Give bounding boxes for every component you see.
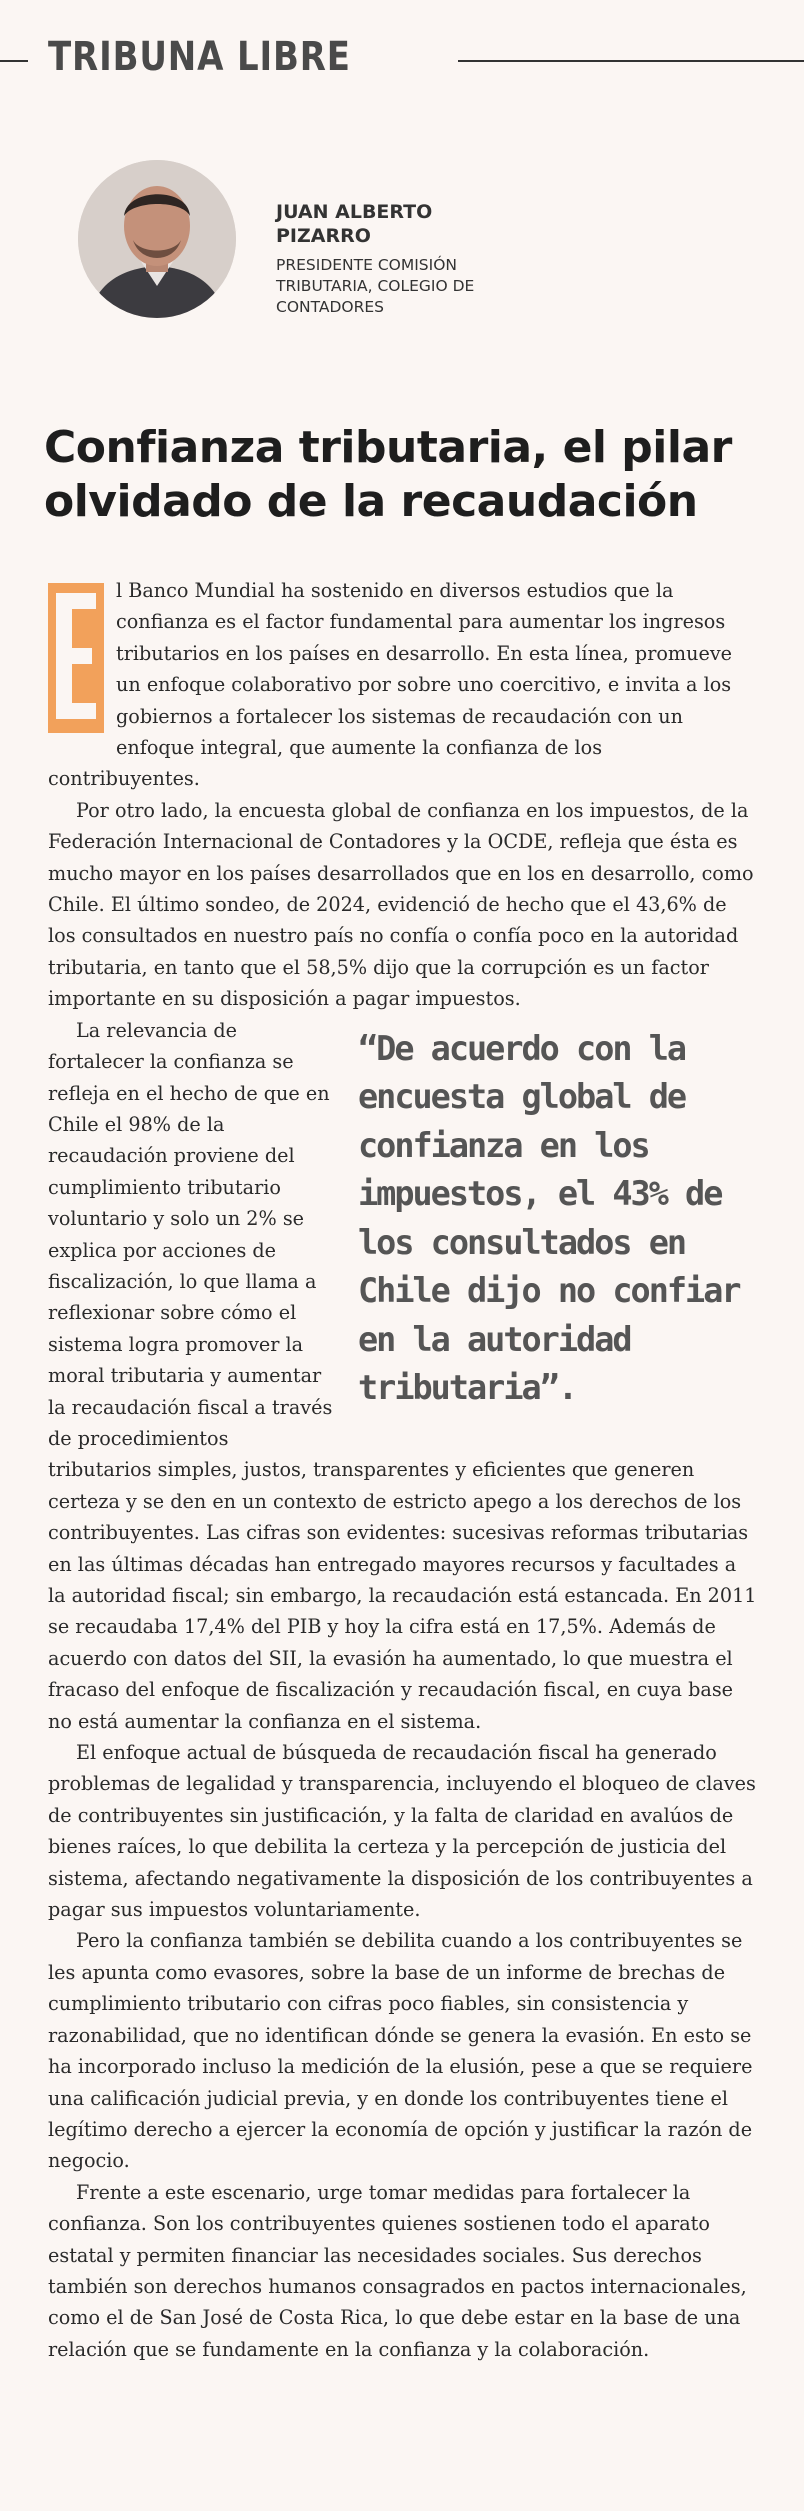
pullquote <box>358 1025 758 1413</box>
section-title: TRIBUNA LIBRE <box>48 34 351 80</box>
paragraph-1: l Banco Mundial ha sostenido en diversos estudios que la confianza es el factor fundamental para aumentar los ingresos tributarios en los países en desarrollo. En esta línea, promueve un enfoque colaborativo por sobre uno coercitivo, e invita a los gobiernos a fortalecer los sistemas de recaudación con un enfoque integral, que aumente la confianza de los contribuyentes. <box>48 579 733 791</box>
article-body <box>48 575 758 2365</box>
headline: Confianza tributaria, el pilar olvidado de la recaudación <box>44 422 732 528</box>
author-role: PRESIDENTE COMISIÓN TRIBUTARIA, COLEGIO DE CONTADORES <box>276 256 475 316</box>
paragraph-3-text: La relevancia de fortalecer la confianza se refleja en el hecho de que en Chile el 98% de la recaudación proviene del cumplimiento tributario voluntario y solo un 2% se explica por acciones de fiscalización, lo que llama a reflexionar sobre cómo el sistema logra promover la moral tributaria y aumentar la recaudación fiscal a través de procedimientos tributarios simples, justos, transparentes y eficientes que generen certeza y se den en un contexto de estricto apego a los derechos de los contribuyentes. Las cifras son evidentes: sucesivas reformas tributarias en las últimas décadas han entregado mayores recursos y facultades a la autoridad fiscal; sin embargo, la recaudación está estancada. En 2011 se recaudaba 17,4% del PIB y hoy la cifra está en 17,5%. Además de acuerdo con datos del SII, la evasión ha aumentado, lo que muestra el fracaso del enfoque de fiscalización y recaudación fiscal, en cuya base no está aumentar la confianza en el sistema. <box>48 1018 757 1733</box>
paragraph-3 <box>48 1015 758 1737</box>
dropcap-letter <box>56 593 96 719</box>
section-rule-left <box>0 60 28 62</box>
paragraph-4: El enfoque actual de búsqueda de recaudación fiscal ha generado problemas de legalidad y transparencia, incluyendo el bloqueo de claves de contribuyentes sin justificación, y la falta de claridad en avalúos de bienes raíces, lo que debilita la certeza y la percepción de justicia del sistema, afectando negativamente la disposición de los contribuyentes a pagar sus impuestos voluntariamente. <box>48 1741 756 1922</box>
paragraph-6: Frente a este escenario, urge tomar medidas para fortalecer la confianza. Son los contribuyentes quienes sostienen todo el aparato estatal y permiten financiar las necesidades sociales. Sus derechos también son derechos humanos consagrados en pactos internacionales, como el de San José de Costa Rica, lo que debe estar en la base de una relación que se fundamente en la confianza y la colaboración. <box>48 2180 747 2361</box>
paragraph-2: Por otro lado, la encuesta global de confianza en los impuestos, de la Federación Internacional de Contadores y la OCDE, refleja que ésta es mucho mayor en los países desarrollados que en los en desarrollo, como Chile. El último sondeo, de 2024, evidenció de hecho que el 43,6% de los consultados en nuestro país no confía o confía poco en la autoridad tributaria, en tanto que el 58,5% dijo que la corrupción es un factor importante en su disposición a pagar impuestos. <box>48 798 754 1011</box>
pullquote-text: “De acuerdo con la encuesta global de confianza en los impuestos, el 43% de los consultados en Chile dijo no confiar en la autoridad tributaria”. <box>358 1028 740 1408</box>
paragraph-5: Pero la confianza también se debilita cuando a los contribuyentes se les apunta como evasores, sobre la base de un informe de brechas de cumplimiento tributario con cifras poco fiables, sin consistencia y razonabilidad, que no identifican dónde se genera la evasión. En esto se ha incorporado incluso la medición de la elusión, pese a que se requiere una calificación judicial previa, y en donde los contribuyentes tiene el legítimo derecho a ejercer la economía de opción y justificar la razón de negocio. <box>48 1929 753 2173</box>
section-rule-right <box>458 60 804 62</box>
author-name: JUAN ALBERTO PIZARRO <box>276 201 433 247</box>
dropcap <box>48 583 104 733</box>
author-photo <box>78 160 236 318</box>
